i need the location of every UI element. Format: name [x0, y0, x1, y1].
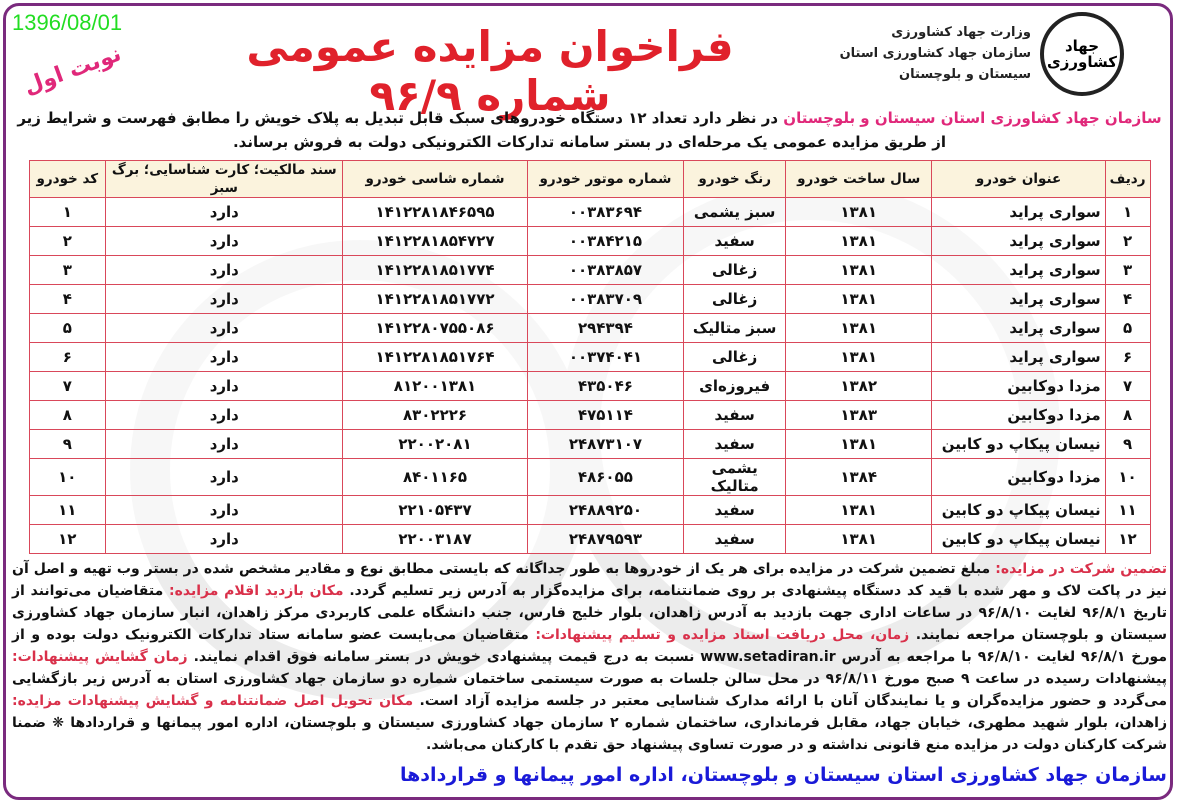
table-row: [29, 198, 1150, 227]
table-cell: ۰۰۳۸۴۲۱۵: [527, 227, 684, 256]
table-row: [29, 401, 1150, 430]
column-header: رنگ خودرو: [684, 161, 786, 198]
table-row: [29, 285, 1150, 314]
intro-highlight: سازمان جهاد کشاورزی استان سیستان و بلوچستان: [783, 109, 1162, 127]
table-cell: ۷: [29, 372, 106, 401]
table-cell: سفید: [684, 401, 786, 430]
table-row: [29, 372, 1150, 401]
section-text: متقاضیان می‌بایست عضو سامانه ستاد تدارکات الکترونیک دولت بوده و از مورخ ۹۶/۸/۱ لغایت ۹۶/۸/۱۰ با مراجعه به آدرس www.setadiran.ir نسبت به درج قیمت پیشنهادی خویش در بستر سامانه فوق اقدام نمایند.: [12, 627, 1167, 665]
table-cell: ۴۸۶۰۵۵: [527, 459, 684, 496]
column-header: ردیف: [1105, 161, 1150, 198]
table-cell: نیسان پیکاپ دو کابین: [932, 525, 1105, 554]
table-cell: دارد: [106, 459, 343, 496]
table-cell: ۰۰۳۷۴۰۴۱: [527, 343, 684, 372]
table-cell: ۱: [29, 198, 106, 227]
table-cell: ۱۴۱۲۲۸۱۸۴۶۵۹۵: [343, 198, 527, 227]
table-row: [29, 496, 1150, 525]
table-cell: مزدا دوکابین: [932, 401, 1105, 430]
table-cell: ۱۴۱۲۲۸۱۸۵۱۷۷۴: [343, 256, 527, 285]
column-header: عنوان خودرو: [932, 161, 1105, 198]
table-cell: زغالی: [684, 343, 786, 372]
table-cell: مزدا دوکابین: [932, 459, 1105, 496]
table-cell: ۱۳۸۱: [785, 496, 931, 525]
table-cell: ۷: [1105, 372, 1150, 401]
table-cell: ۶: [1105, 343, 1150, 372]
table-cell: دارد: [106, 525, 343, 554]
table-cell: سواری پراید: [932, 285, 1105, 314]
table-cell: دارد: [106, 198, 343, 227]
column-header: سال ساخت خودرو: [785, 161, 931, 198]
column-header: شماره موتور خودرو: [527, 161, 684, 198]
table-cell: ۱۴۱۲۲۸۱۸۵۱۷۶۴: [343, 343, 527, 372]
table-cell: سفید: [684, 227, 786, 256]
footer-org: سازمان جهاد کشاورزی استان سیستان و بلوچستان، اداره امور پیمانها و قراردادها: [400, 764, 1167, 786]
table-cell: ۲۹۴۳۹۴: [527, 314, 684, 343]
table-cell: ۲۴۸۸۹۲۵۰: [527, 496, 684, 525]
org-line: سازمان جهاد کشاورزی استان: [839, 46, 1031, 61]
table-cell: سبز یشمی: [684, 198, 786, 227]
table-cell: ۹: [29, 430, 106, 459]
logo-text: جهاد کشاورزی: [1047, 37, 1117, 71]
table-row: [29, 459, 1150, 496]
org-line: سیستان و بلوچستان: [899, 67, 1031, 82]
table-cell: ۵: [1105, 314, 1150, 343]
table-cell: ۱۰: [29, 459, 106, 496]
table-cell: ۸۴۰۱۱۶۵: [343, 459, 527, 496]
section-heading: مکان بازدید اقلام مزایده:: [163, 583, 344, 599]
page-title: فراخوان مزایده عمومی شماره ۹۶/۹: [246, 22, 734, 120]
table-cell: دارد: [106, 401, 343, 430]
terms-paragraph: [12, 558, 1167, 756]
turn-label: نوبت اول: [20, 41, 125, 100]
table-cell: ۱۰: [1105, 459, 1150, 496]
table-cell: زغالی: [684, 285, 786, 314]
table-cell: ۲۲۰۰۳۱۸۷: [343, 525, 527, 554]
table-cell: ۱۳۸۱: [785, 430, 931, 459]
table-cell: ۱: [1105, 198, 1150, 227]
table-row: [29, 314, 1150, 343]
table-cell: دارد: [106, 372, 343, 401]
table-cell: سفید: [684, 430, 786, 459]
table-cell: ۲۴۸۷۳۱۰۷: [527, 430, 684, 459]
table-cell: سواری پراید: [932, 343, 1105, 372]
table-cell: دارد: [106, 256, 343, 285]
table-row: [29, 525, 1150, 554]
table-cell: دارد: [106, 314, 343, 343]
table-row: [29, 227, 1150, 256]
table-cell: ۸: [1105, 401, 1150, 430]
section-text: پیشنهادات رسیده در ساعت ۹ صبح مورخ ۹۶/۸/۱۱ در محل سالن جلسات به صورت سیستمی ساختمان شماره دو سازمان جهاد کشاورزی استان به آدرس زیر بازگشایی می‌گردد و حضور مزایده‌گران و یا نمایندگان آنان با ارائه مدارک شناسایی معتبر در جلسه مزایده آزاد است.: [12, 671, 1168, 709]
table-cell: ۹: [1105, 430, 1150, 459]
table-cell: ۲: [29, 227, 106, 256]
table-cell: ۸۳۰۲۲۲۶: [343, 401, 527, 430]
table-cell: ۴۷۵۱۱۴: [527, 401, 684, 430]
table-cell: ۱۱: [1105, 496, 1150, 525]
table-cell: نیسان پیکاپ دو کابین: [932, 430, 1105, 459]
table-cell: سواری پراید: [932, 227, 1105, 256]
table-cell: ۱۳۸۴: [785, 459, 931, 496]
table-cell: فیروزه‌ای: [684, 372, 786, 401]
table-row: [29, 430, 1150, 459]
intro-text: در نظر دارد تعداد ۱۲ دستگاه خودروهای سبک قابل تبدیل به پلاک خویش را مطابق فهرست و شرایط زیر از طریق مزایده عمومی یک مرحله‌ای در بستر سامانه تدارکات الکترونیکی دولت به فروش برساند.: [17, 109, 947, 151]
table-cell: ۰۰۳۸۳۸۵۷: [527, 256, 684, 285]
section-heading: زمان گشایش پیشنهادات:: [12, 649, 188, 665]
table-cell: دارد: [106, 227, 343, 256]
table-cell: ۸: [29, 401, 106, 430]
column-header: کد خودرو: [29, 161, 106, 198]
table-cell: ۱۳۸۱: [785, 314, 931, 343]
table-cell: زغالی: [684, 256, 786, 285]
section-text: متقاضیان می‌توانند از تاریخ ۹۶/۸/۱ لغایت ۹۶/۸/۱۰ در ساعات اداری جهت بازدید به آدرس زاهدان، بلوار خلیج فارس، جنب دانشگاه علمی کاربردی مرکز زاهدان، انبار سازمان جهاد کشاورزی سیستان و بلوچستان مراجعه نمایند.: [12, 583, 1167, 643]
section-heading: زمان، محل دریافت اسناد مزایده و تسلیم پیشنهادات:: [528, 627, 910, 643]
vehicle-table: [29, 160, 1151, 554]
table-cell: دارد: [106, 430, 343, 459]
table-header-row: [29, 161, 1150, 198]
section-text: مبلغ تضمین شرکت در مزایده برای هر یک از خودروها به طور جداگانه که بایستی مطابق نوع و مقادیر مشخص شده در بستر وب تهیه و اصل آن نیز در پاکت لاک و مهر شده با قید کد دستگاه پیشنهادی بر روی ضمانتنامه، برای مزایده‌گزار به آدرس زیر تسلیم گردد.: [12, 561, 1167, 599]
table-cell: ۴۳۵۰۴۶: [527, 372, 684, 401]
table-cell: ۱۱: [29, 496, 106, 525]
org-line: وزارت جهاد کشاورزی: [891, 25, 1031, 40]
section-text: زاهدان، بلوار شهید مطهری، خیابان جهاد، مقابل فرمانداری، ساختمان شماره ۲ سازمان جهاد کشاورزی سیستان و بلوچستان، اداره امور پیمانها و قراردادها ❋ ضمنا شرکت کارکنان دولت در مزایده منع قانونی نداشته و در صورت تساوی پیشنهاد حق تقدم با کارکنان می‌باشد.: [12, 715, 1168, 753]
table-cell: ۱۳۸۲: [785, 372, 931, 401]
table-cell: ۱۳۸۱: [785, 525, 931, 554]
table-cell: ۲۴۸۷۹۵۹۳: [527, 525, 684, 554]
table-cell: ۱۳۸۱: [785, 343, 931, 372]
table-cell: ۱۲: [1105, 525, 1150, 554]
table-cell: مزدا دوکابین: [932, 372, 1105, 401]
table-row: [29, 343, 1150, 372]
content-column: [12, 0, 1167, 806]
table-cell: سواری پراید: [932, 314, 1105, 343]
table-cell: دارد: [106, 496, 343, 525]
table-cell: ۲: [1105, 227, 1150, 256]
column-header: شماره شاسی خودرو: [343, 161, 527, 198]
column-header: سند مالکیت؛ کارت شناسایی؛ برگ سبز: [106, 161, 343, 198]
table-cell: ۱۳۸۱: [785, 227, 931, 256]
table-cell: ۵: [29, 314, 106, 343]
intro-paragraph: [16, 106, 1163, 154]
section-heading: تضمین شرکت در مزایده:: [990, 561, 1168, 577]
table-cell: سفید: [684, 525, 786, 554]
table-cell: ۸۱۲۰۰۱۳۸۱: [343, 372, 527, 401]
table-cell: دارد: [106, 343, 343, 372]
table-cell: نیسان پیکاپ دو کابین: [932, 496, 1105, 525]
table-cell: ۶: [29, 343, 106, 372]
table-cell: ۳: [29, 256, 106, 285]
table-cell: ۱۴۱۲۲۸۱۸۵۴۷۲۷: [343, 227, 527, 256]
table-cell: ۰۰۳۸۳۷۰۹: [527, 285, 684, 314]
table-cell: سواری پراید: [932, 198, 1105, 227]
table-cell: ۱۳۸۱: [785, 198, 931, 227]
table-cell: سواری پراید: [932, 256, 1105, 285]
table-cell: ۲۲۱۰۵۴۳۷: [343, 496, 527, 525]
table-cell: ۱۴۱۲۲۸۱۸۵۱۷۷۲: [343, 285, 527, 314]
table-cell: ۴: [29, 285, 106, 314]
table-cell: ۱۳۸۱: [785, 256, 931, 285]
table-cell: ۱۲: [29, 525, 106, 554]
table-cell: سبز متالیک: [684, 314, 786, 343]
table-cell: ۲۲۰۰۲۰۸۱: [343, 430, 527, 459]
publish-date: 1396/08/01: [12, 10, 123, 35]
table-row: [29, 256, 1150, 285]
table-cell: ۱۴۱۲۲۸۰۷۵۵۰۸۶: [343, 314, 527, 343]
table-cell: ۰۰۳۸۳۶۹۴: [527, 198, 684, 227]
table-cell: ۱۳۸۱: [785, 285, 931, 314]
table-cell: سفید: [684, 496, 786, 525]
table-cell: ۴: [1105, 285, 1150, 314]
table-cell: یشمی متالیک: [684, 459, 786, 496]
section-heading: مکان تحویل اصل ضمانتنامه و گشایش پیشنهادات مزایده:: [12, 693, 414, 709]
table-cell: ۱۳۸۳: [785, 401, 931, 430]
table-cell: ۳: [1105, 256, 1150, 285]
table-cell: دارد: [106, 285, 343, 314]
